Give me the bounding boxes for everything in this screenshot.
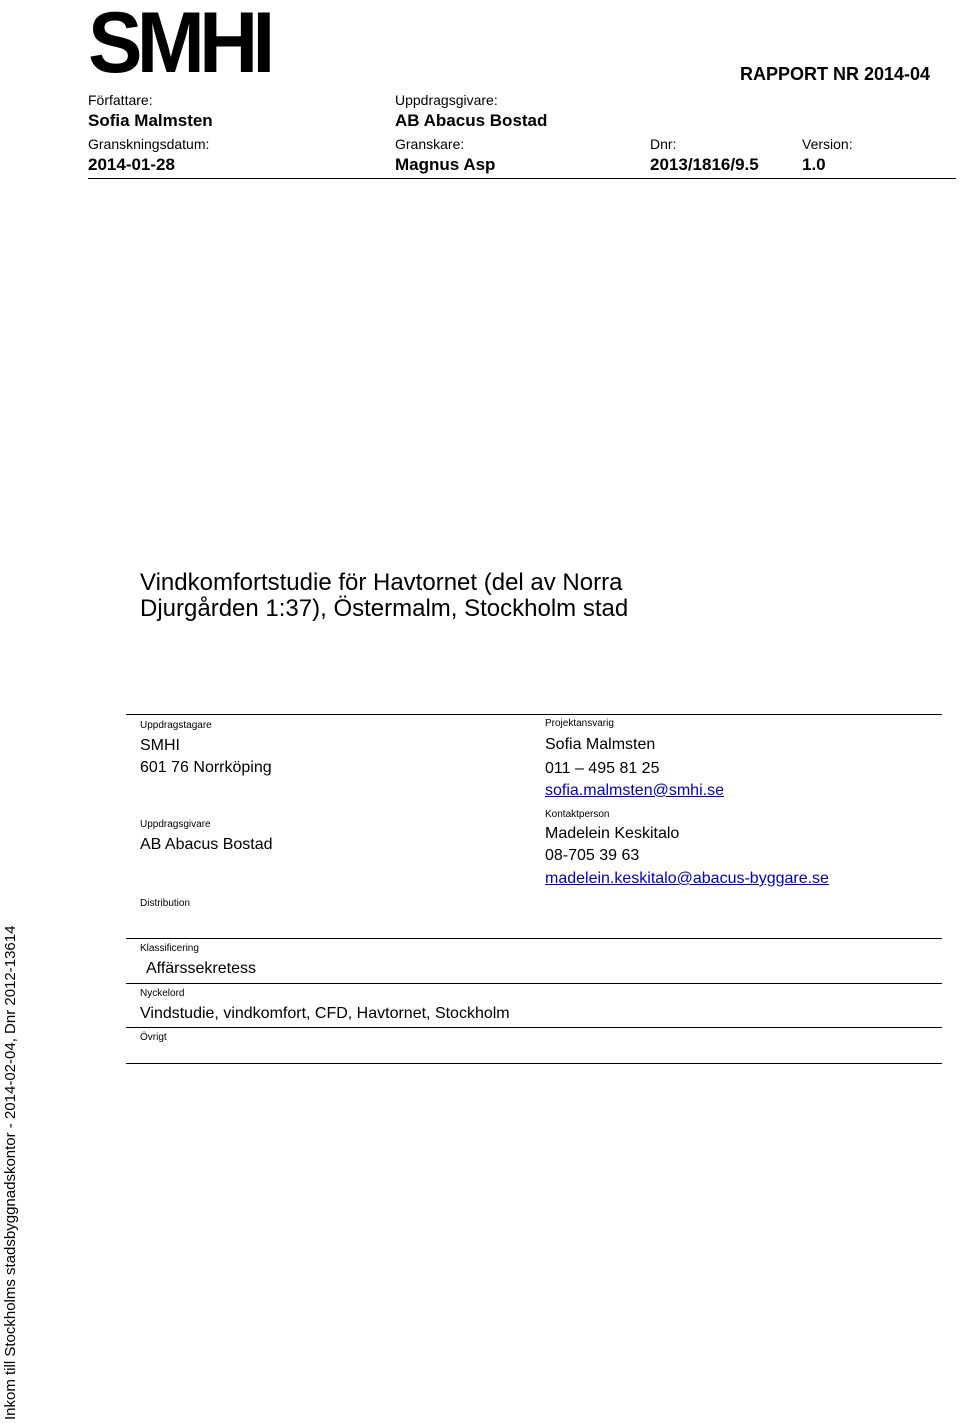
smhi-logo: SMHI	[88, 0, 270, 91]
classification-value: Affärssekretess	[146, 960, 256, 977]
reviewer-label: Granskare:	[395, 136, 465, 152]
review-date-value: 2014-01-28	[88, 155, 175, 174]
version-value: 1.0	[802, 155, 826, 174]
review-date-label: Granskningsdatum:	[88, 136, 210, 152]
details-top-divider	[126, 714, 942, 715]
keywords-label: Nyckelord	[140, 988, 185, 999]
classification-divider	[126, 983, 942, 984]
client-details-name: AB Abacus Bostad	[140, 836, 273, 853]
document-title	[140, 570, 840, 622]
contact-name: Madelein Keskitalo	[545, 825, 680, 842]
classification-label: Klassificering	[140, 943, 199, 954]
contractor-label: Uppdragstagare	[140, 720, 212, 731]
dnr-label: Dnr:	[650, 136, 677, 152]
client-value: AB Abacus Bostad	[395, 111, 548, 130]
distribution-label: Distribution	[140, 898, 191, 909]
contact-phone: 08-705 39 63	[545, 847, 640, 864]
project-lead-label: Projektansvarig	[545, 718, 614, 729]
contact-label: Kontaktperson	[545, 809, 610, 820]
title-line-1: Vindkomfortstudie för Havtornet (del av Norra	[140, 569, 623, 596]
report-number: RAPPORT NR 2014-04	[740, 64, 931, 84]
version-label: Version:	[802, 136, 853, 152]
classification-bottom-divider	[126, 1063, 942, 1064]
project-lead-email-link[interactable]: sofia.malmsten@smhi.se	[545, 782, 724, 799]
receipt-stamp: Inkom till Stockholms stadsbyggnadskontor - 2014-02-04, Dnr 2012-13614	[2, 925, 19, 1420]
other-label: Övrigt	[140, 1032, 167, 1043]
title-line-2: Djurgården 1:37), Östermalm, Stockholm stad	[140, 595, 629, 622]
project-lead-name: Sofia Malmsten	[545, 736, 656, 753]
contractor-name: SMHI	[140, 737, 180, 754]
author-label: Författare:	[88, 92, 153, 108]
header-divider	[88, 178, 956, 179]
project-lead-phone: 011 – 495 81 25	[545, 760, 660, 777]
contractor-address: 601 76 Norrköping	[140, 759, 272, 776]
author-value: Sofia Malmsten	[88, 111, 213, 130]
classification-top-divider	[126, 938, 942, 939]
keywords-value: Vindstudie, vindkomfort, CFD, Havtornet, Stockholm	[140, 1005, 510, 1022]
keywords-divider	[126, 1027, 942, 1028]
client-label: Uppdragsgivare:	[395, 92, 498, 108]
contact-email-link[interactable]: madelein.keskitalo@abacus-byggare.se	[545, 870, 829, 887]
dnr-value: 2013/1816/9.5	[650, 155, 759, 174]
reviewer-value: Magnus Asp	[395, 155, 496, 174]
client-details-label: Uppdragsgivare	[140, 819, 211, 830]
